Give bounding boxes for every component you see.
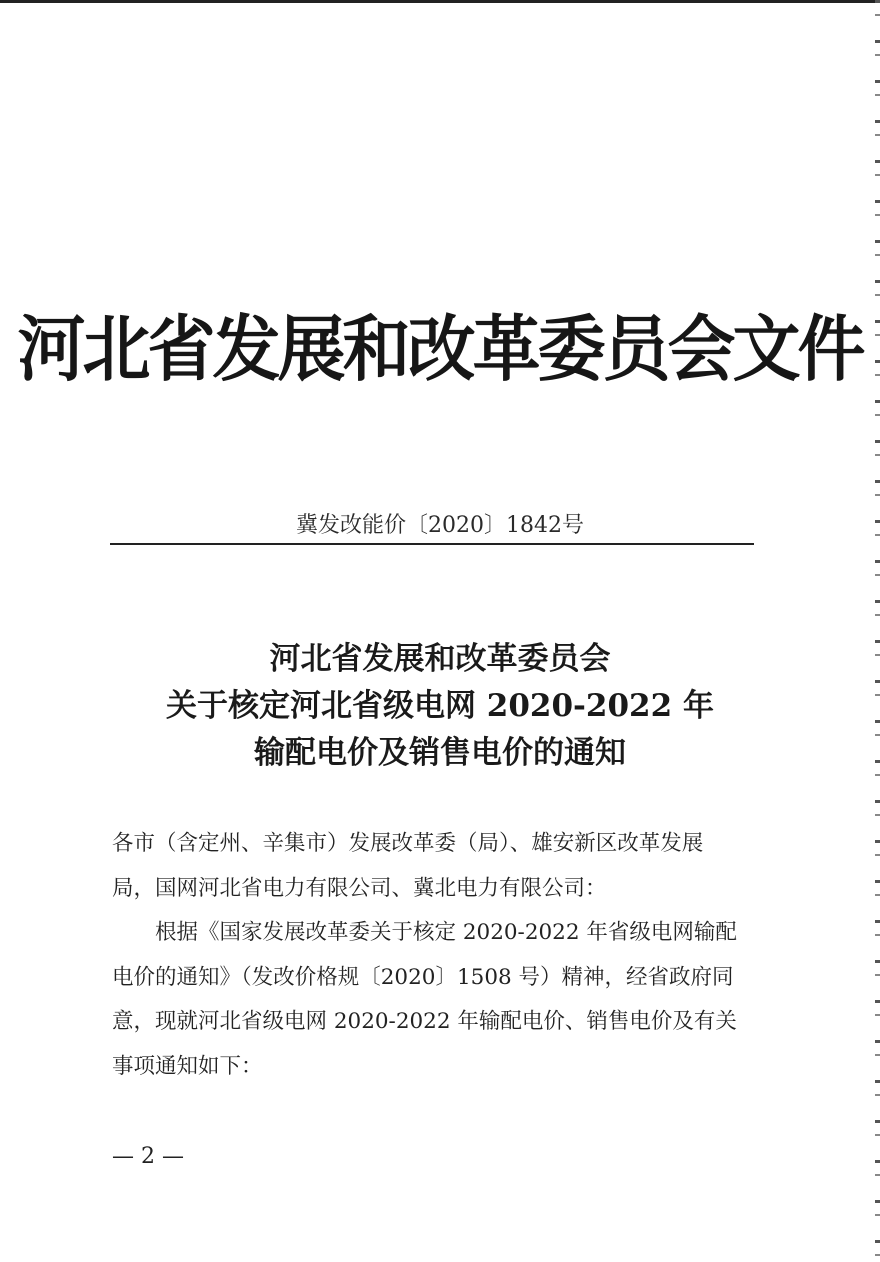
notice-body: [112, 822, 772, 1089]
paragraph-1-line-4: 事项通知如下：: [112, 1053, 263, 1079]
addressee-line-2: 局，国网河北省电力有限公司、冀北电力有限公司：: [112, 875, 607, 901]
header-divider: [110, 543, 754, 545]
paragraph-1-line-2: 电价的通知》（发改价格规〔2020〕1508 号）精神，经省政府同: [112, 964, 734, 990]
document-number: 冀发改能价〔2020〕1842号: [296, 513, 584, 538]
page-number: — 2 —: [112, 1144, 184, 1169]
paragraph-1-line-3: 意，现就河北省级电网 2020-2022 年输配电价、销售电价及有关: [112, 1009, 737, 1034]
paragraph-1-line-1: 根据《国家发展改革委关于核定 2020-2022 年省级电网输配: [155, 920, 737, 945]
notice-title: [0, 636, 880, 777]
notice-title-line-2: 关于核定河北省级电网 2020-2022 年: [165, 688, 714, 724]
page-right-edge: [875, 0, 880, 1262]
addressee-line-1: 各市（含定州、辛集市）发展改革委（局）、雄安新区改革发展: [112, 831, 704, 856]
document-header-title: 河北省发展和改革委员会文件: [17, 309, 863, 392]
page-top-edge: [0, 0, 880, 3]
notice-title-line-3: 输配电价及销售电价的通知: [254, 735, 626, 771]
notice-title-line-1: 河北省发展和改革委员会: [269, 641, 611, 677]
